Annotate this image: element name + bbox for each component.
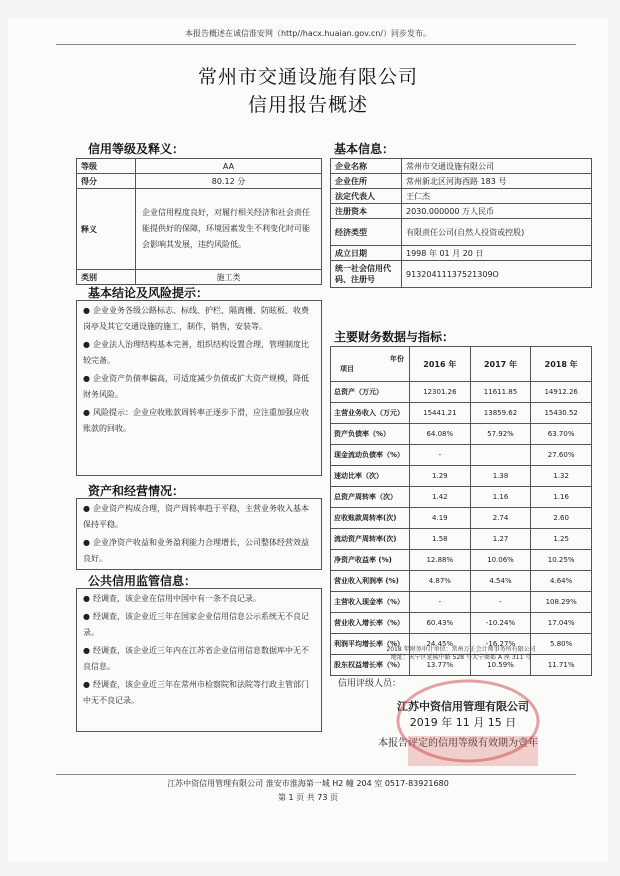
table-row: 流动资产周转率(次) 1.58 1.27 1.25 [331,529,592,550]
header-note: 本报告概述在诚信淮安网（http//hacx.huaian.gov.cn/）同步发布。 [184,29,432,38]
table-row: 企业住所 常州新北区河海西路 183 号 [331,174,592,189]
audit-address: 地址：天宁区延陵中路 528 号大宁商都 A 座 311 号 [390,654,532,661]
list-item: ● 企业资产构成合理，资产周转率趋于平稳，主营业务收入基本保持平稳。 [83,504,309,529]
table-row: 利润平均增长率（%） 24.45% -16.27% 5.80% [331,634,592,655]
table-row: 资产负债率（%） 64.08% 57.92% 63.70% [331,424,592,445]
table-row: 释义 企业信用程度良好，对履行相关经济和社会责任能提供好的保障，环境因素发生不利变化时可能会影响其发展，违约风险低。 [77,189,322,270]
document-page [8,18,608,862]
conclusion-heading: 基本结论及风险提示： [88,286,209,300]
table-row: 统一社会信用代码、注册号 91320411137521309O [331,261,592,288]
assets-box [76,498,322,570]
table-row: 企业名称 常州市交通设施有限公司 [331,159,592,174]
table-row: 主营业务收入（万元） 15441.21 13859.62 15430.52 [331,403,592,424]
table-row: 注册资本 2030.000000 万人民币 [331,204,592,219]
footer-divider [56,774,576,775]
table-row: 主营收入现金率（%） - - 108.29% [331,592,592,613]
table-row: 得分 80.12 分 [77,174,322,189]
report-title: 信用报告概述 [247,94,368,116]
table-row: 类别 施工类 [77,270,322,285]
financial-heading: 主要财务数据与指标： [334,330,455,344]
list-item: ● 企业资产负债率偏高，可适度减少负债或扩大资产规模，降低财务风险。 [83,374,309,399]
page-number: 第 1 页 共 73 页 [278,793,338,802]
basic-info-table [330,158,592,288]
conclusion-box [76,300,322,476]
list-item: ● 风险提示：企业应收账款周转率正逐步下滑，应注重加强应收账款的回收。 [83,408,309,433]
list-item: ● 经调查，该企业近三年在常州市检察院和法院等行政主管部门中无不良记录。 [83,680,309,705]
financial-table [330,346,592,676]
info-heading: 基本信息： [334,142,395,156]
table-row: 总资产（万元） 12301.26 11611.85 14912.26 [331,382,592,403]
report-title-company: 常州市交通设施有限公司 [197,66,418,88]
table-row: 成立日期 1998 年 01 月 20 日 [331,246,592,261]
list-item: ● 经调查，该企业在信用中国中有一条不良记录。 [83,594,261,603]
table-row: 现金流动负债率（%） - 27.60% [331,445,592,466]
list-item: ● 企业净资产收益和业务盈利能力合理增长，公司整体经营效益良好。 [83,538,309,563]
table-row: 经济类型 有限责任公司(自然人投资或控股) [331,219,592,246]
table-row: 应收账款周转率(次) 4.19 2.74 2.60 [331,508,592,529]
table-row: 法定代表人 王仁杰 [331,189,592,204]
list-item: ● 企业业务各级公路标志、标线、护栏、隔离栅、防眩板、收费岗亭及其它交通设施的施工，制作，销售，安装等。 [83,306,309,331]
validity-note: 本报告评定的信用等级有效期为壹年 [378,738,538,749]
assets-heading: 资产和经营情况： [88,484,185,498]
list-item: ● 企业法人治理结构基本完善，组织结构设置合理，管理制度比较完备。 [83,340,309,365]
table-header-row: 年份 项目 2016 年 2017 年 2018 年 [331,347,592,382]
public-heading: 公共信用监管信息： [88,574,197,588]
table-row: 股东权益增长率（%） 13.77% 10.59% 11.71% [331,655,592,676]
public-box [76,588,322,732]
issuer-company: 江苏中资信用管理有限公司 [397,700,529,713]
table-row: 等级 AA [77,159,322,174]
table-row: 总资产周转率（次） 1.42 1.16 1.16 [331,487,592,508]
header-divider [56,44,576,45]
list-item: ● 经调查，该企业近三年在国家企业信用信息公示系统无不良记录。 [83,612,309,637]
issue-date: 2019 年 11 月 15 日 [409,716,517,729]
evaluator-label: 信用评级人员： [338,679,402,689]
list-item: ● 经调查，该企业近三年内在江苏省企业信用信息数据库中无不良信息。 [83,646,309,671]
credit-heading: 信用等级及释义： [88,142,185,156]
table-row: 营业收入利润率 (%) 4.87% 4.54% 4.64% [331,571,592,592]
audit-note: 2018 年财务审计单位：常州万正会计师事务所有限公司 [386,646,536,653]
table-row: 营业收入增长率（%） 60.43% -10.24% 17.04% [331,613,592,634]
table-row: 净资产收益率 (%) 12.88% 10.06% 10.25% [331,550,592,571]
grade-table [76,158,322,285]
table-row: 速动比率（次） 1.29 1.38 1.32 [331,466,592,487]
company-seal-icon [388,666,548,776]
footer-contact: 江苏中资信用管理有限公司 淮安市淮海第一城 H2 幢 204 室 0517-83921680 [167,779,449,788]
